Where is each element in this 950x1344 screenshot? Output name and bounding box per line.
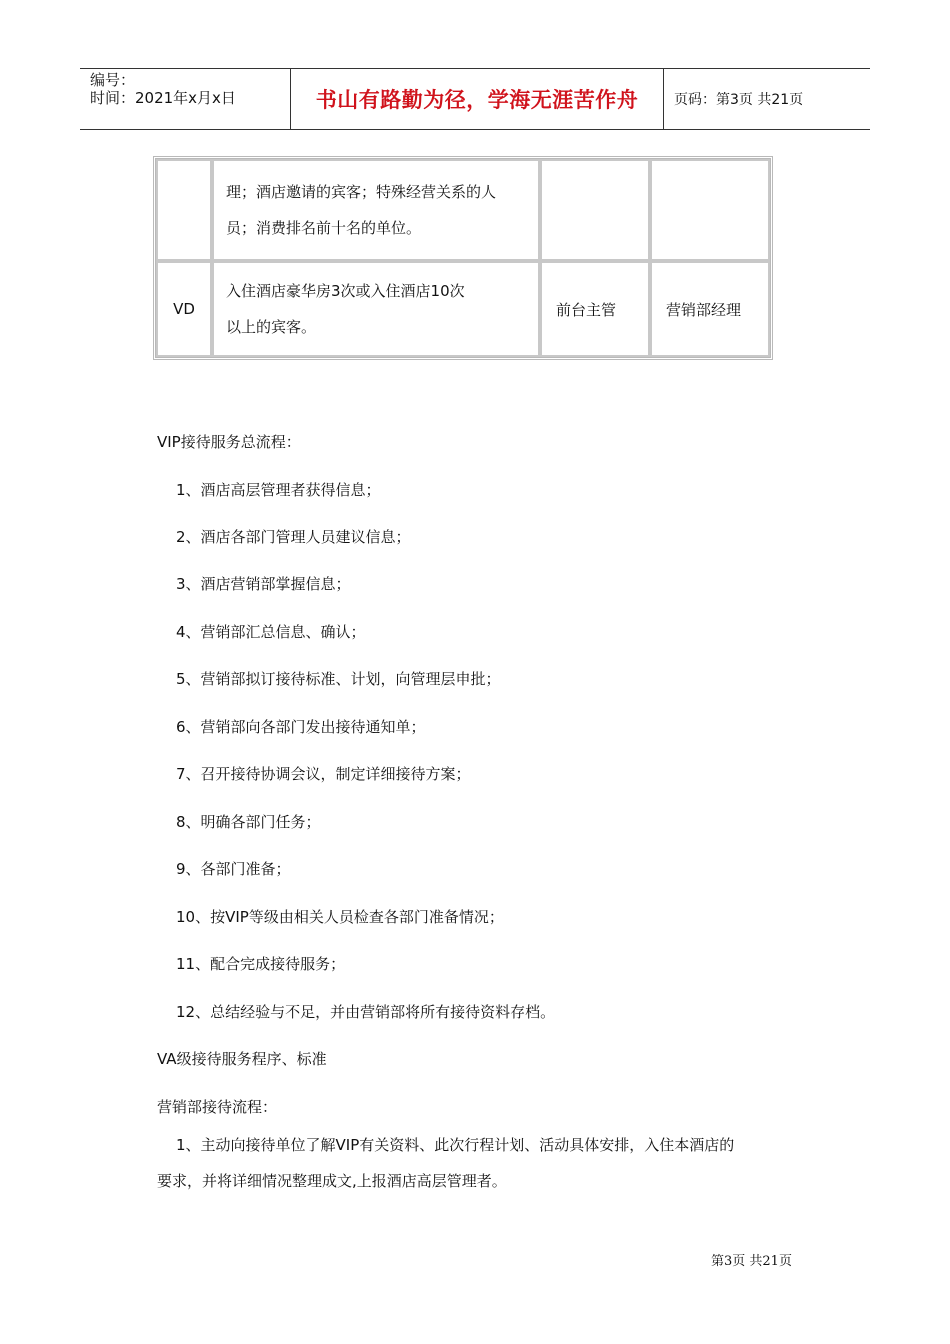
process-step: 12、总结经验与不足，并由营销部将所有接待资料存档。 xyxy=(176,1003,556,1021)
sales-title: 营销部接待流程： xyxy=(157,1098,278,1116)
header-meta xyxy=(80,69,290,129)
level-cell: VD xyxy=(156,261,212,357)
process-step: 3、酒店营销部掌握信息； xyxy=(176,575,351,593)
approver-cell xyxy=(540,159,650,261)
criteria-cell xyxy=(212,159,540,261)
process-step: 7、召开接待协调会议，制定详细接待方案； xyxy=(176,765,471,783)
va-title: VA级接待服务程序、标准 xyxy=(157,1050,327,1068)
page-header xyxy=(80,68,870,130)
criteria-line: 员；消费排名前十名的单位。 xyxy=(226,219,422,237)
header-motto: 书山有路勤为径，学海无涯苦作舟 xyxy=(290,69,664,129)
process-step: 11、配合完成接待服务； xyxy=(176,955,346,973)
sales-step-line: 1、主动向接待单位了解VIP有关资料、此次行程计划、活动具体安排，入住本酒店的 xyxy=(176,1136,735,1154)
footer-page-info: 第3页 共21页 xyxy=(711,1254,792,1269)
process-title: VIP接待服务总流程： xyxy=(157,433,301,451)
process-step: 4、营销部汇总信息、确认； xyxy=(176,623,366,641)
process-step: 5、营销部拟订接待标准、计划，向管理层申批； xyxy=(176,670,501,688)
time-label: 时间：2021年x月x日 xyxy=(90,89,236,107)
level-cell xyxy=(156,159,212,261)
approver-cell: 前台主管 xyxy=(540,261,650,357)
table-row xyxy=(156,261,770,357)
criteria-line: 以上的宾客。 xyxy=(226,318,317,336)
process-step: 6、营销部向各部门发出接待通知单； xyxy=(176,718,426,736)
process-step: 8、明确各部门任务； xyxy=(176,813,321,831)
process-step: 10、按VIP等级由相关人员检查各部门准备情况； xyxy=(176,908,504,926)
criteria-line: 入住酒店豪华房3次或入住酒店10次 xyxy=(226,282,465,300)
manager-cell: 营销部经理 xyxy=(650,261,770,357)
table-row xyxy=(156,159,770,261)
sales-step-line: 要求，并将详细情况整理成文,上报酒店高层管理者。 xyxy=(157,1172,507,1190)
process-step: 9、各部门准备； xyxy=(176,860,291,878)
vip-level-table xyxy=(153,156,773,360)
process-step: 1、酒店高层管理者获得信息； xyxy=(176,481,381,499)
criteria-line: 理；酒店邀请的宾客；特殊经营关系的人 xyxy=(226,183,497,201)
criteria-cell xyxy=(212,261,540,357)
code-label: 编号： xyxy=(90,71,136,89)
process-step: 2、酒店各部门管理人员建议信息； xyxy=(176,528,411,546)
manager-cell xyxy=(650,159,770,261)
header-page-info: 页码：第3页 共21页 xyxy=(674,92,804,108)
